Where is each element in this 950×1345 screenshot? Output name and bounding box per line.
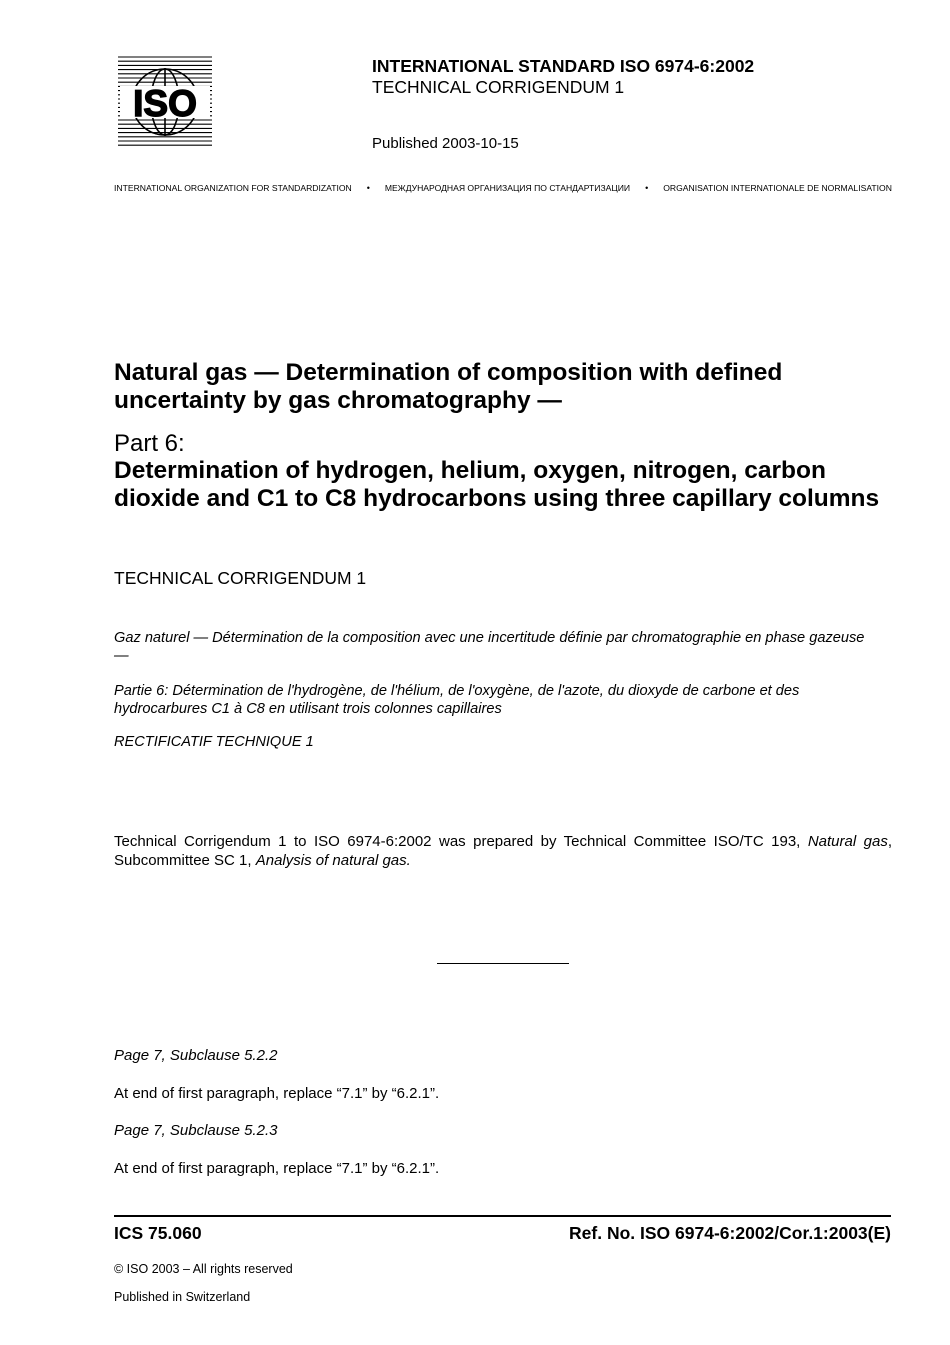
document-title: Natural gas — Determination of composition with defined uncertainty by gas chromatography — (114, 359, 783, 414)
published-date: Published 2003-10-15 (372, 135, 519, 152)
standard-title: INTERNATIONAL STANDARD ISO 6974-6:2002 (372, 56, 755, 76)
committee-name: Natural gas (807, 833, 888, 850)
prep-text: , Subcommittee SC 1, (114, 833, 892, 869)
bullet-separator: • (366, 183, 370, 193)
french-corrigendum-label: RECTIFICATIF TECHNIQUE 1 (114, 734, 314, 750)
org-name-ru: МЕЖДУНАРОДНАЯ ОРГАНИЗАЦИЯ ПО СТАНДАРТИЗАЦИИ (384, 183, 631, 193)
correction-instruction: At end of first paragraph, replace “7.1” by “6.2.1”. (114, 1160, 440, 1177)
org-name-fr: ORGANISATION INTERNATIONALE DE NORMALISATION (663, 183, 892, 193)
part-label: Part 6: (114, 430, 185, 457)
ics-code: ICS 75.060 (114, 1223, 202, 1243)
iso-logo (116, 55, 214, 149)
logo-lettering: ISO (133, 83, 197, 124)
divider (437, 963, 569, 964)
french-part-title: Partie 6: Détermination de l'hydrogène, de l'hélium, de l'oxygène, de l'azote, du dioxyde de carbone et des hydrocarbures C1 à C8 en utilisant trois colonnes capillaires (114, 683, 800, 717)
correction-location: Page 7, Subclause 5.2.2 (114, 1047, 278, 1064)
preparation-statement (114, 832, 892, 870)
standard-corrigendum-label: TECHNICAL CORRIGENDUM 1 (372, 77, 625, 97)
part-title: Determination of hydrogen, helium, oxygen, nitrogen, carbon dioxide and C1 to C8 hydrocarbons using three capillary columns (114, 457, 880, 512)
footer-rule (114, 1215, 891, 1217)
french-title: Gaz naturel — Détermination de la composition avec une incertitude définie par chromatographie en phase gazeuse — (114, 630, 865, 664)
prep-text: Technical Corrigendum 1 to ISO 6974-6:2002 was prepared by Technical Committee ISO/TC 193, (114, 833, 808, 850)
bullet-separator: • (645, 183, 649, 193)
correction-location: Page 7, Subclause 5.2.3 (114, 1122, 278, 1139)
published-in: Published in Switzerland (114, 1290, 251, 1304)
org-name-en: INTERNATIONAL ORGANIZATION FOR STANDARDIZATION (114, 183, 352, 193)
organization-names (114, 183, 892, 193)
reference-number: Ref. No. ISO 6974-6:2002/Cor.1:2003(E) (569, 1223, 891, 1243)
copyright: © ISO 2003 – All rights reserved (114, 1262, 293, 1276)
correction-instruction: At end of first paragraph, replace “7.1” by “6.2.1”. (114, 1085, 440, 1102)
subcommittee-name: Analysis of natural gas. (255, 852, 411, 869)
corrigendum-label: TECHNICAL CORRIGENDUM 1 (114, 568, 367, 588)
